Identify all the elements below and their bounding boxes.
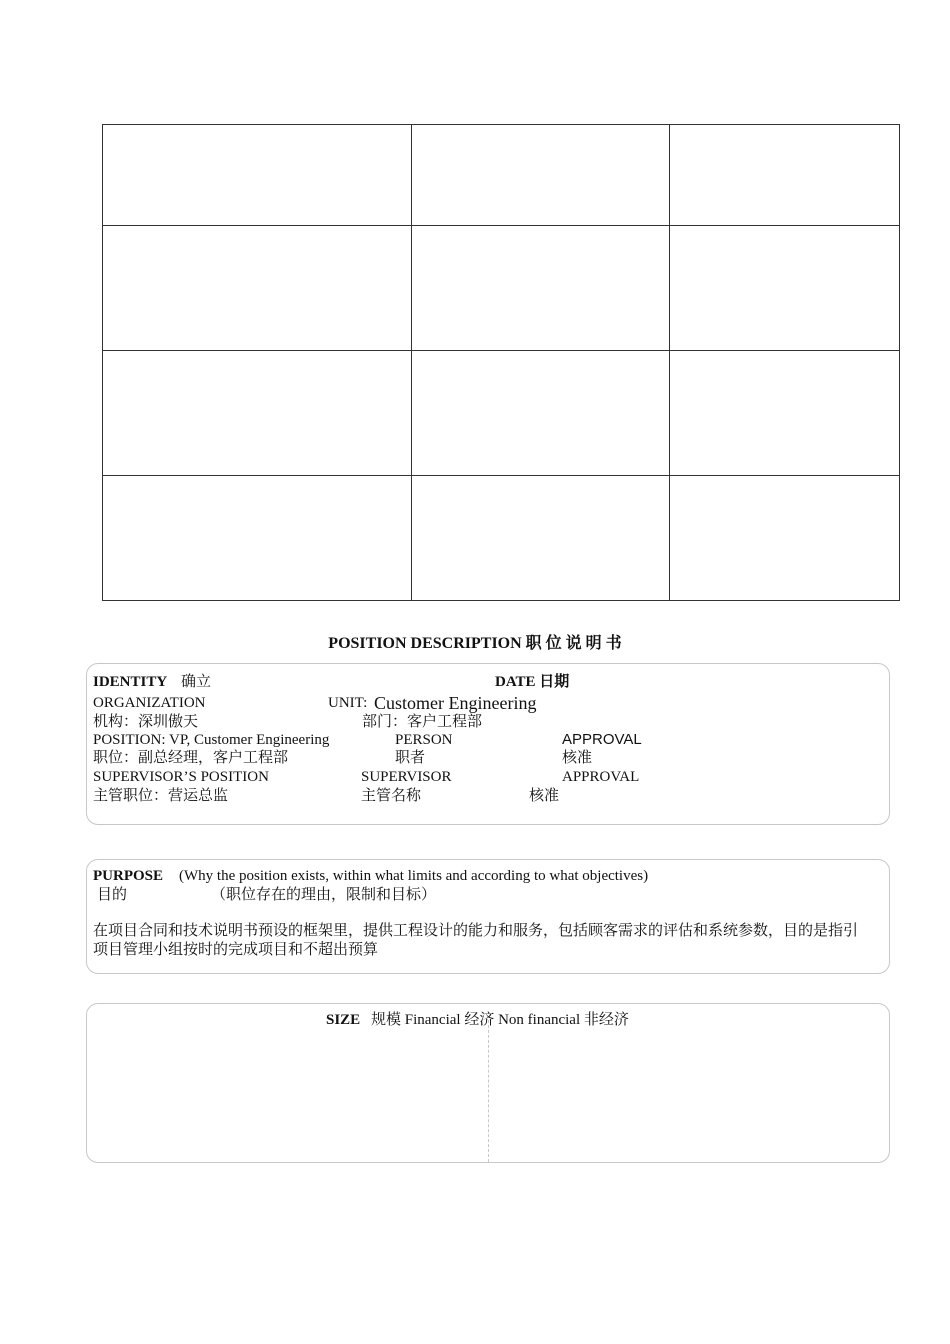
- table-column-divider: [669, 125, 670, 600]
- purpose-description: (Why the position exists, within what limits and according to what objectives): [179, 868, 649, 884]
- supervisor-label: SUPERVISOR: [361, 769, 452, 785]
- purpose-section: [86, 859, 890, 974]
- table-row-divider: [103, 225, 899, 226]
- page-title: POSITION DESCRIPTION 职 位 说 明 书: [328, 635, 622, 652]
- table-row-divider: [103, 475, 899, 476]
- size-heading: SIZE: [326, 1012, 361, 1028]
- approval-label: APPROVAL: [562, 769, 640, 785]
- person-label: PERSON: [395, 732, 453, 748]
- person-cn: 职者: [395, 750, 426, 766]
- organization-cn: 机构：深圳傲天: [93, 714, 199, 730]
- purpose-heading-cn: 目的: [97, 887, 128, 903]
- size-column-divider: [488, 1020, 489, 1162]
- supervisor-name-cn: 主管名称: [361, 788, 422, 804]
- table-row-divider: [103, 350, 899, 351]
- identity-heading-cn: 确立: [181, 674, 212, 690]
- unit-prefix: UNIT:: [328, 695, 368, 711]
- department-cn: 部门：客户工程部: [362, 714, 483, 730]
- date-label: DATE 日期: [495, 674, 570, 690]
- position-cn: 职位：副总经理，客户工程部: [93, 750, 289, 766]
- approval-cn: 核准: [562, 750, 593, 766]
- empty-table-grid: [102, 124, 900, 601]
- table-column-divider: [411, 125, 412, 600]
- approval-label: APPROVAL: [562, 731, 642, 748]
- size-label: 规模 Financial 经济 Non financial 非经济: [371, 1012, 629, 1028]
- purpose-body-line: 项目管理小组按时的完成项目和不超出预算: [93, 942, 379, 958]
- position-label: POSITION: VP, Customer Engineering: [93, 732, 330, 748]
- approval-cn: 核准: [529, 788, 560, 804]
- identity-heading: IDENTITY: [93, 674, 168, 690]
- purpose-description-cn: （职位存在的理由，限制和目标）: [211, 887, 437, 903]
- supervisor-position-label: SUPERVISOR’S POSITION: [93, 769, 269, 785]
- organization-label: ORGANIZATION: [93, 695, 206, 711]
- identity-section: [86, 663, 890, 825]
- purpose-heading: PURPOSE: [93, 868, 164, 884]
- purpose-body-line: 在项目合同和技术说明书预设的框架里，提供工程设计的能力和服务，包括顾客需求的评估和系统参数，目的是指引: [93, 923, 859, 939]
- size-section: [86, 1003, 890, 1163]
- supervisor-position-cn: 主管职位：营运总监: [93, 788, 229, 804]
- unit-value: Customer Engineering: [374, 693, 537, 713]
